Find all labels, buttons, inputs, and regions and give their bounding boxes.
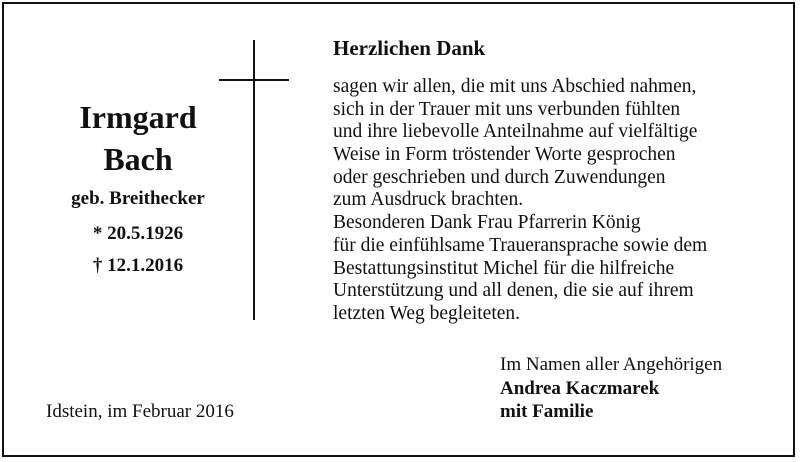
deceased-first-name: Irmgard	[79, 99, 197, 135]
signer-name: Andrea Kaczmarek	[500, 377, 660, 399]
deceased-last-name: Bach	[103, 141, 173, 177]
message-line: Unterstützung und all denen, die sie auf ihrem	[333, 280, 694, 302]
message-line: oder geschrieben und durch Zuwendungen	[333, 166, 666, 188]
thanks-message	[333, 76, 707, 326]
death-date: † 12.1.2016	[92, 255, 184, 276]
birth-date: * 20.5.1926	[92, 223, 184, 244]
signer-family: mit Familie	[500, 401, 594, 422]
deceased-name	[38, 96, 238, 180]
cross-vertical-bar	[253, 40, 255, 320]
message-line: zum Ausdruck brachten.	[333, 189, 524, 211]
message-line: Besonderen Dank Frau Pfarrerin König	[333, 212, 641, 234]
thanks-heading: Herzlichen Dank	[333, 36, 486, 60]
message-line: letzten Weg begleiteten.	[333, 302, 521, 324]
cross-horizontal-bar	[219, 79, 289, 81]
message-line: Weise in Form tröstender Worte gesprochen	[333, 144, 676, 166]
maiden-name: geb. Breithecker	[71, 188, 205, 209]
message-line: sich in der Trauer mit uns verbunden fühlten	[333, 98, 681, 120]
signature-intro: Im Namen aller Angehörigen	[500, 354, 723, 375]
signature-block	[500, 353, 722, 424]
place-date: Idstein, im Februar 2016	[46, 401, 234, 422]
message-line: Bestattungsinstitut Michel für die hilfreiche	[333, 257, 675, 279]
message-line: sagen wir allen, die mit uns Abschied nahmen,	[333, 76, 697, 97]
message-line: für die einfühlsame Traueransprache sowie dem	[333, 234, 708, 256]
message-line: und ihre liebevolle Anteilnahme auf vielfältige	[333, 121, 698, 143]
